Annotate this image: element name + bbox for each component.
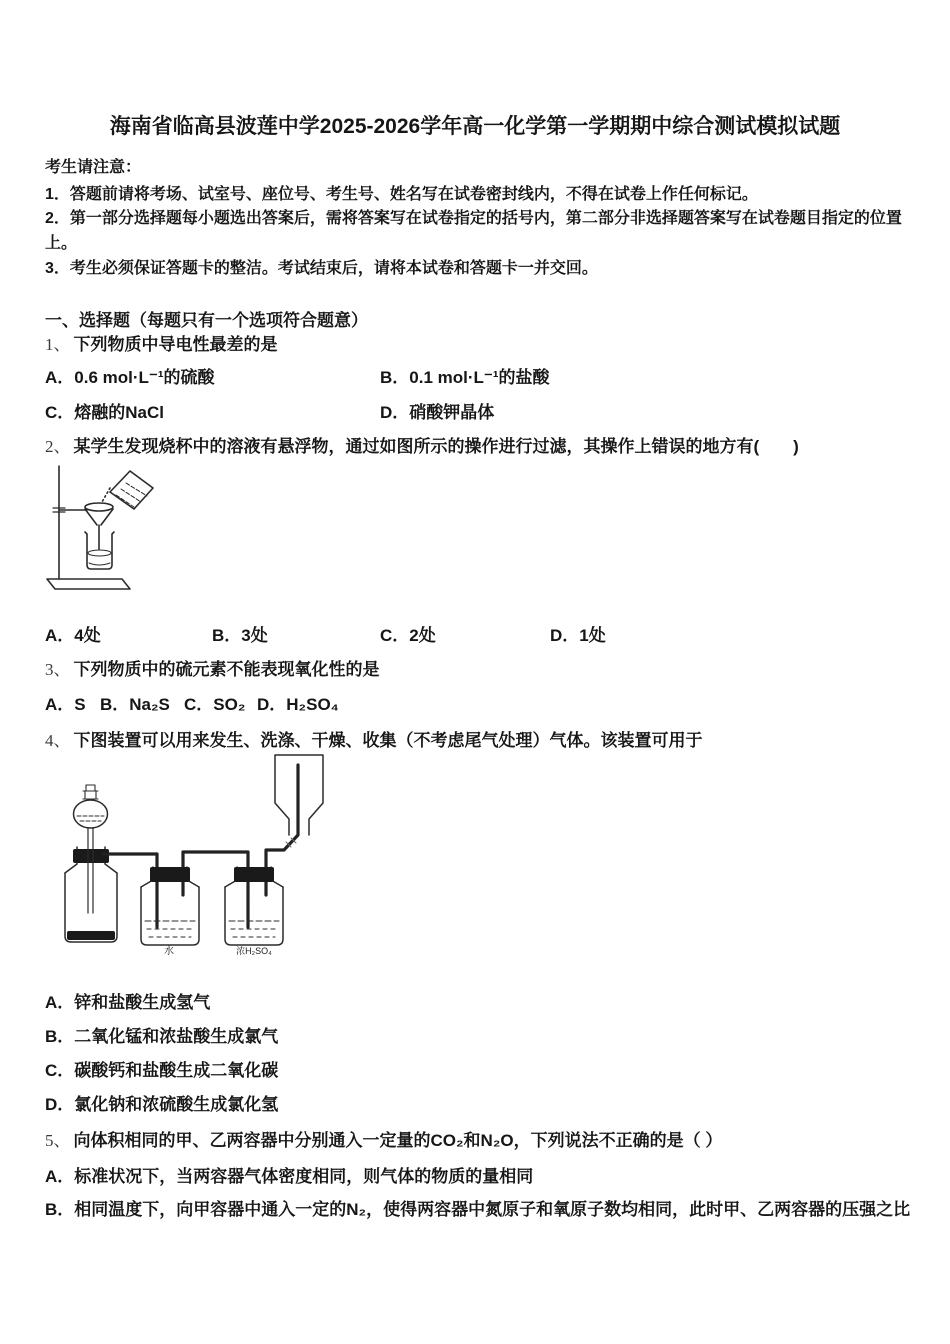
bottle2-liquid [231, 929, 277, 937]
question-5 [45, 1126, 722, 1151]
question-1-text: 下列物质中导电性最差的是 [73, 335, 278, 354]
question-4-text: 下图装置可以用来发生、洗涤、干燥、收集（不考虑尾气处理）气体。该装置可用于 [73, 731, 703, 750]
funnel-liquid [77, 816, 104, 821]
q2-option-b: B．3处 [212, 626, 268, 645]
question-4-number: 4、 [45, 731, 71, 750]
q4-option-a: A．锌和盐酸生成氢气 [45, 993, 211, 1012]
q1-option-a: A．0.6 mol·L⁻¹的硫酸 [45, 368, 215, 387]
pour-stream [102, 488, 110, 502]
tube-generator-to-bottle1 [103, 854, 157, 927]
q5-option-b: B．相同温度下，向甲容器中通入一定的N₂，使得两容器中氮原子和氧原子数均相同，此时甲、乙两容器的压强之比 [45, 1200, 911, 1219]
question-3-text: 下列物质中的硫元素不能表现氧化性的是 [73, 660, 380, 679]
q3-option-b: B．Na₂S [100, 695, 170, 714]
washing-bottle-2 [225, 887, 283, 945]
question-5-number: 5、 [45, 1131, 71, 1150]
washing-bottle-2-stopper [234, 867, 274, 882]
gas-apparatus-art [55, 753, 327, 955]
notice-item-2: 2．第一部分选择题每小题选出答案后，需将答案写在试卷指定的括号内，第二部分非选择题答案写在试卷题目指定的位置上。 [45, 210, 902, 252]
notice-heading: 考生请注意： [45, 159, 142, 176]
question-1 [45, 330, 278, 355]
q2-option-d: D．1处 [550, 626, 606, 645]
q2-option-c: C．2处 [380, 626, 436, 645]
question-2-text: 某学生发现烧杯中的溶液有悬浮物，通过如图所示的操作进行过滤，其操作上错误的地方有( ) [73, 437, 799, 456]
question-3 [45, 655, 380, 680]
filtrate-surface [88, 550, 111, 556]
question-2-number: 2、 [45, 437, 71, 456]
notice-item-3: 3．考生必须保证答题卡的整洁。考试结束后，请将本试卷和答题卡一并交回。 [45, 260, 598, 277]
bottle1-liquid [147, 929, 193, 937]
q3-option-d: D．H₂SO₄ [257, 695, 339, 714]
tube-bottle1-to-bottle2 [183, 852, 248, 927]
stand-base [47, 579, 130, 589]
washing-bottle-1 [141, 887, 199, 945]
q2-option-a: A．4处 [45, 626, 101, 645]
pouring-beaker [110, 471, 153, 509]
question-1-number: 1、 [45, 335, 71, 354]
q1-option-d: D．硝酸钾晶体 [380, 403, 495, 422]
bottle2-label: 浓H₂SO₄ [236, 946, 272, 955]
filtration-diagram [46, 462, 158, 592]
page-title: 海南省临高县波莲中学2025-2026学年高一化学第一学期期中综合测试模拟试题 [109, 115, 841, 138]
q1-option-c: C．熔融的NaCl [45, 403, 165, 422]
dropping-funnel-bulb [74, 800, 108, 828]
question-4 [45, 726, 703, 751]
bottle1-label: 水 [164, 946, 174, 955]
dropping-funnel-stem [88, 828, 93, 913]
beaker-bottom-curve [89, 563, 110, 565]
notice-item-1: 1．答题前请将考场、试室号、座位号、考生号、姓名写在试卷密封线内，不得在试卷上作任何标记。 [45, 186, 758, 203]
q4-option-b: B．二氧化锰和浓盐酸生成氯气 [45, 1027, 279, 1046]
generator-stopper [73, 849, 109, 863]
solid-reagent [67, 931, 115, 940]
q4-option-c: C．碳酸钙和盐酸生成二氧化碳 [45, 1061, 279, 1080]
funnel-rim [85, 503, 113, 511]
question-2 [45, 432, 799, 457]
section-heading: 一、选择题（每题只有一个选项符合题意） [45, 311, 368, 330]
funnel-top-joint [83, 785, 98, 799]
q3-option-a: A．S [45, 695, 86, 714]
pouring-beaker-liquid [116, 483, 147, 507]
gas-apparatus-diagram [55, 753, 327, 955]
q1-option-b: B．0.1 mol·L⁻¹的盐酸 [380, 368, 550, 387]
q3-option-c: C．SO₂ [184, 695, 246, 714]
question-5-text: 向体积相同的甲、乙两容器中分别通入一定量的CO₂和N₂O，下列说法不正确的是（ ） [73, 1131, 723, 1150]
q5-option-a: A．标准状况下，当两容器气体密度相同，则气体的物质的量相同 [45, 1167, 534, 1186]
filtration-diagram-art [46, 462, 158, 592]
washing-bottle-1-stopper [150, 867, 190, 882]
question-3-number: 3、 [45, 660, 71, 679]
q4-option-d: D．氯化钠和浓硫酸生成氯化氢 [45, 1095, 279, 1114]
